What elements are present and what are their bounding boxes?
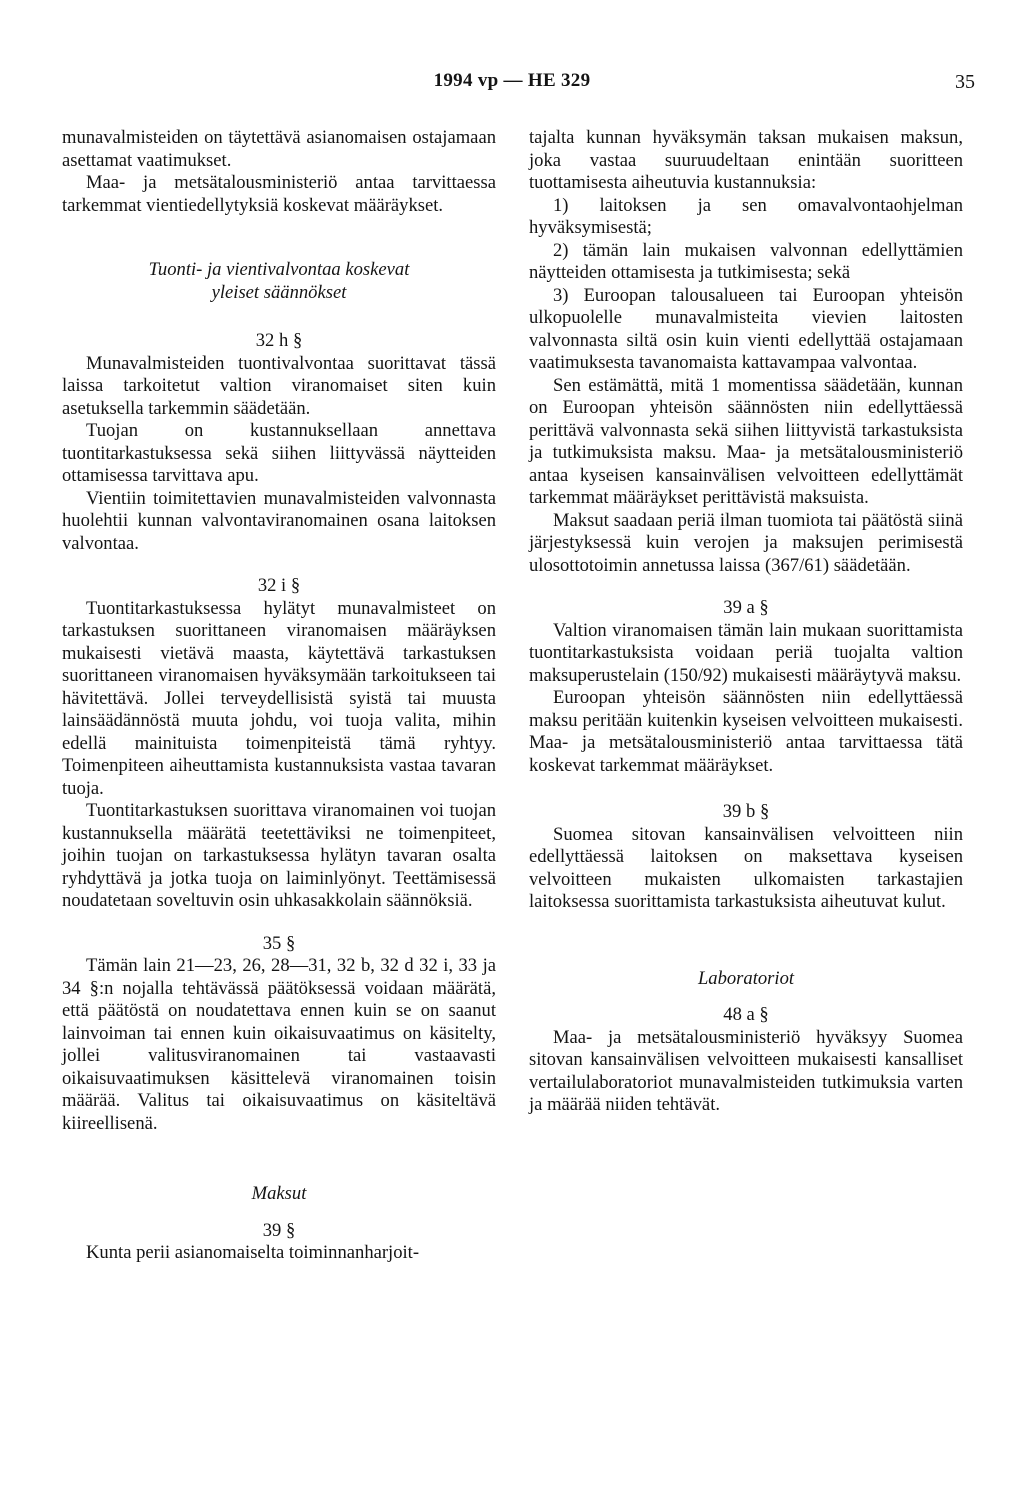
left-column [62, 127, 496, 1265]
list-item: 1) laitoksen ja sen omavalvontaohjelman hyväksymisestä; [529, 194, 963, 238]
section-number: 39 b § [722, 801, 770, 822]
section-heading: Laboratoriot [697, 967, 795, 989]
list-item: 3) Euroopan talousalueen tai Euroopan yhteisön ulkopuolelle munavalmisteita vievien laitosten valvonnasta siltä osin kuin vienti edellyttää ostajamaan vaatimuksesta tavanomaista kattavampaa valvontaa. [529, 284, 963, 373]
list-item: 2) tämän lain mukaisen valvonnan edellyttämien näytteiden ottamisesta ja tutkimisesta; sekä [529, 239, 963, 283]
paragraph: Kunta perii asianomaiselta toiminnanharjoit- [86, 1242, 420, 1263]
paragraph: tajalta kunnan hyväksymän taksan mukaisen maksun, joka vastaa suuruudeltaan enintään suoritteen tuottamisesta aiheutuvia kustannuksia: [529, 127, 963, 193]
paragraph: Tuojan on kustannuksellaan annettava tuontitarkastuksessa sekä siihen liittyvässä näytteiden ottamisessa tarvittava apu. [62, 420, 496, 486]
section-number: 32 h § [255, 330, 303, 351]
paragraph: munavalmisteiden on täytettävä asianomaisen ostajamaan asettamat vaatimukset. [62, 127, 496, 171]
section-number: 32 i § [257, 575, 301, 596]
page-number: 35 [955, 71, 975, 93]
paragraph: Tämän lain 21—23, 26, 28—31, 32 b, 32 d 32 i, 33 ja 34 §:n nojalla tehtävässä päätöksessä voidaan määrätä, että päätöstä on noudatettava ennen kuin se on saanut lainvoiman tai ennen kuin oikaisuvaatimus on käsitelty, jollei valitusviranomainen tai vastaavasti oikaisuvaatimuksen käsittelevä viranomainen toisin määrää. Valitus tai oikaisuvaatimus on käsiteltävä kiireellisenä. [62, 955, 496, 1134]
paragraph: Vientiin toimitettavien munavalmisteiden valvonnasta huolehtii kunnan valvontaviranomainen osana laitoksen valvontaa. [62, 487, 496, 554]
paragraph: Maksut saadaan periä ilman tuomiota tai päätöstä siinä järjestyksessä kuin verojen ja maksujen perimisestä ulosottotoimin annetussa laissa (367/61) säädetään. [529, 509, 963, 576]
section-number: 48 a § [723, 1004, 769, 1025]
section-number: 39 § [262, 1219, 296, 1241]
heading-line: yleiset säännökset [211, 281, 347, 303]
running-header: 1994 vp — HE 329 [433, 70, 591, 91]
section-heading [62, 259, 496, 304]
paragraph: Tuontitarkastuksen suorittava viranomainen voi tuojan kustannuksella määrätä teetettäviksi ne toimenpiteet, joihin tuojan on tarkastuksessa hylätyn tavaran osalta ryhdyttävä ja jotka tuoja on laiminlyönyt. Teettämisessä noudatetaan soveltuvin osin uhkasakkolain säännöksiä. [62, 800, 496, 911]
paragraph: Sen estämättä, mitä 1 momentissa säädetään, kunnan on Euroopan yhteisön säännösten niin edellyttäessä perittävä valvonnasta sekä siihen liittyvistä tarkastuksista ja tutkimuksista maksu. Maa- ja metsätalousministeriö antaa kyseisen kansainvälisen velvoitteen edellyttämät tarkemmat määräykset perittävistä maksuista. [529, 374, 963, 508]
paragraph: Valtion viranomaisen tämän lain mukaan suorittamista tuontitarkastuksista voidaan periä tuojalta valtion maksuperustelain (150/92) mukaisesti määräytyvä maksu. [529, 619, 963, 686]
right-column [529, 127, 963, 1117]
paragraph: Suomea sitovan kansainvälisen velvoitteen niin edellyttäessä laitoksen on maksettava kyseisen velvoitteen mukaisten ulkomaisten tarkastajien laitoksessa suorittamista tarkastuksista aiheutuvat kulut. [529, 823, 963, 912]
section-number: 39 a § [723, 597, 769, 618]
paragraph: Tuontitarkastuksessa hylätyt munavalmisteet on tarkastuksen suorittaneen viranomaisen määräyksen mukaisesti vietävä maasta, käytettävä tarkastuksen suorittaneen viranomaisen hyväksymään tarkoitukseen tai hävitettävä. Jollei terveydellisistä syistä tai muusta lainsäädännöstä muuta johdu, voi tuoja valita, mihin edellä mainituista toimenpiteistä tämä ryhtyy. Toimenpiteen aiheuttamista kustannuksista vastaa tavaran tuoja. [62, 597, 496, 799]
section-number: 35 § [262, 932, 296, 954]
section-heading: Maksut [251, 1183, 307, 1204]
paragraph: Euroopan yhteisön säännösten niin edellyttäessä maksu peritään kuitenkin kyseisen velvoitteen mukaisesti. Maa- ja metsätalousministeriö antaa tarvittaessa tätä koskevat tarkemmat määräykset. [529, 687, 963, 776]
heading-line: Tuonti- ja vientivalvontaa koskevat [148, 259, 410, 280]
paragraph: Maa- ja metsätalousministeriö hyväksyy Suomea sitovan kansainvälisen velvoitteen mukaisesti kansalliset vertailulaboratoriot munavalmisteiden tutkimuksia varten ja määrää niiden tehtävät. [529, 1026, 963, 1115]
paragraph: Munavalmisteiden tuontivalvontaa suorittavat tässä laissa tarkoitetut valtion viranomaiset siten kuin asetuksella tarkemmin säädetään. [62, 352, 496, 419]
paragraph: Maa- ja metsätalousministeriö antaa tarvittaessa tarkemmat vientiedellytyksiä koskevat määräykset. [62, 172, 496, 216]
